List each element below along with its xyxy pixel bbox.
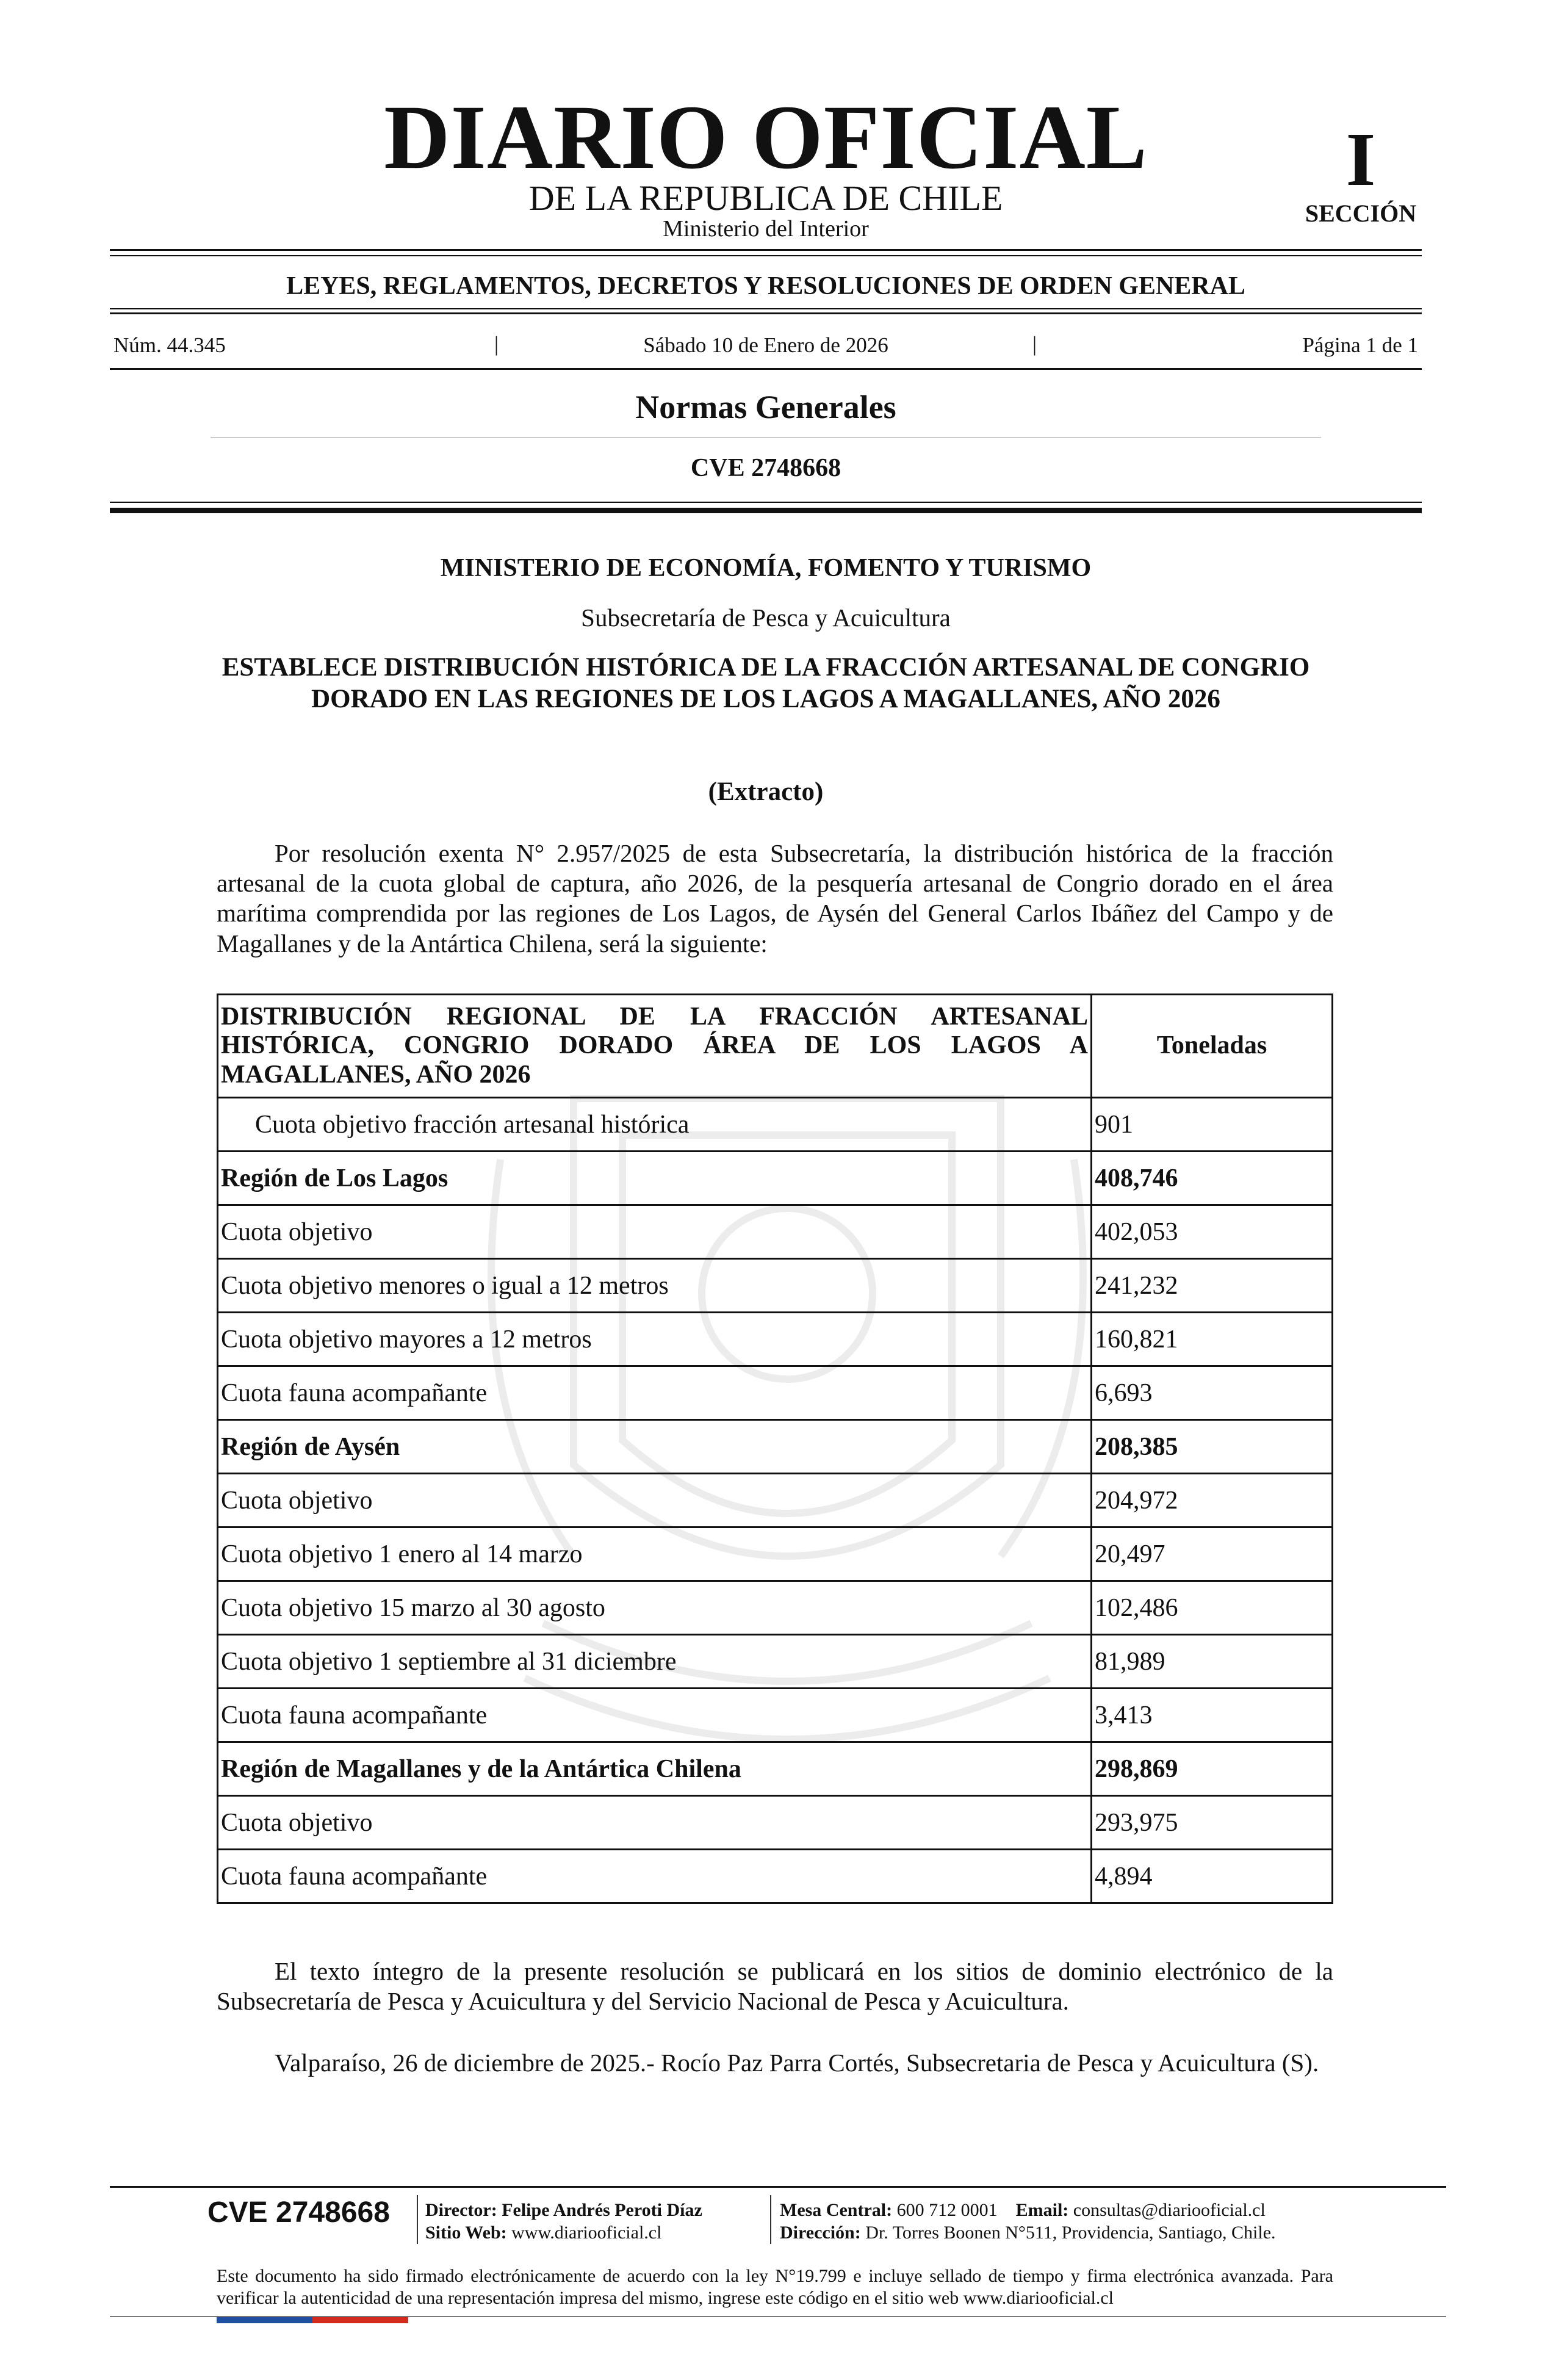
publication-paragraph: El texto íntegro de la presente resolución se publicará en los sitios de dominio electrónico de la Subsecretaría de Pesca y Acuicultura y del Servicio Nacional de Pesca y Acuicultura.	[217, 1957, 1333, 2016]
row-value: 402,053	[1092, 1205, 1333, 1259]
extract-label: (Extracto)	[708, 777, 824, 806]
masthead-ministry: Ministerio del Interior	[663, 216, 869, 242]
row-value: 160,821	[1092, 1313, 1333, 1366]
table-row	[218, 1259, 1333, 1313]
issuing-subsecretaria: Subsecretaría de Pesca y Acuicultura	[581, 604, 951, 632]
row-label: Región de Los Lagos	[218, 1152, 1092, 1205]
section-number: I	[1345, 118, 1376, 202]
masthead-divider-top	[110, 249, 1422, 251]
category-divider-thin	[110, 308, 1422, 309]
row-value: 208,385	[1092, 1420, 1333, 1474]
table-row	[218, 1796, 1333, 1850]
heading-underline	[211, 437, 1321, 438]
row-label: Cuota objetivo 1 septiembre al 31 diciembre	[218, 1635, 1092, 1689]
masthead-title: DIARIO OFICIAL	[384, 87, 1148, 188]
table-row	[218, 1581, 1333, 1635]
row-value: 81,989	[1092, 1635, 1333, 1689]
address-label: Dirección:	[780, 2222, 861, 2243]
row-value: 20,497	[1092, 1527, 1333, 1581]
row-label: Región de Aysén	[218, 1420, 1092, 1474]
address-text: Dr. Torres Boonen N°511, Providencia, Santiago, Chile.	[865, 2222, 1276, 2243]
footer-divider	[110, 2186, 1446, 2188]
table-row	[218, 1205, 1333, 1259]
footer-column-divider	[417, 2195, 418, 2244]
table-row	[218, 1098, 1333, 1152]
row-label: Cuota objetivo 1 enero al 14 marzo	[218, 1527, 1092, 1581]
email-link[interactable]: consultas@diariooficial.cl	[1073, 2200, 1266, 2220]
row-label: Cuota fauna acompañante	[218, 1850, 1092, 1903]
intro-paragraph: Por resolución exenta N° 2.957/2025 de esta Subsecretaría, la distribución histórica de la fracción artesanal de la cuota global de captura, año 2026, de la pesquería artesanal de Congrio dorado en el área marítima comprendida por las regiones de Los Lagos, de Aysén del General Carlos Ibáñez del Campo y de Magallanes y de la Antártica Chilena, será la siguiente:	[217, 839, 1333, 957]
signature-paragraph: Valparaíso, 26 de diciembre de 2025.- Rocío Paz Parra Cortés, Subsecretaria de Pesca y Acuicultura (S).	[275, 2049, 1319, 2077]
row-label: Cuota objetivo menores o igual a 12 metros	[218, 1259, 1092, 1313]
email-label: Email:	[1015, 2200, 1069, 2220]
row-label: Cuota objetivo	[218, 1474, 1092, 1527]
table-row	[218, 1635, 1333, 1689]
row-label: Cuota objetivo fracción artesanal histórica	[218, 1098, 1092, 1152]
page-indicator: Página 1 de 1	[1302, 333, 1418, 357]
document-title: ESTABLECE DISTRIBUCIÓN HISTÓRICA DE LA FRACCIÓN ARTESANAL DE CONGRIO DORADO EN LAS REGIONES DE LOS LAGOS A MAGALLANES, AÑO 2026	[222, 653, 1310, 713]
footer-cve-code: CVE 2748668	[207, 2196, 390, 2229]
masthead-subtitle: DE LA REPUBLICA DE CHILE	[528, 178, 1003, 218]
row-label: Cuota objetivo mayores a 12 metros	[218, 1313, 1092, 1366]
issue-number: Núm. 44.345	[113, 333, 226, 357]
row-value: 901	[1092, 1098, 1333, 1152]
table-row-region	[218, 1152, 1333, 1205]
row-label: Región de Magallanes y de la Antártica Chilena	[218, 1742, 1092, 1796]
table-row	[218, 1850, 1333, 1903]
footer-contact-block	[780, 2199, 1276, 2244]
row-value: 204,972	[1092, 1474, 1333, 1527]
row-value: 241,232	[1092, 1259, 1333, 1313]
table-row-region	[218, 1742, 1333, 1796]
phone-number: 600 712 0001	[896, 2200, 998, 2220]
row-value: 298,869	[1092, 1742, 1333, 1796]
table-row	[218, 1689, 1333, 1742]
row-label: Cuota objetivo	[218, 1205, 1092, 1259]
footer-column-divider	[770, 2195, 771, 2244]
distribution-table	[217, 993, 1333, 1904]
section-label: SECCIÓN	[1305, 200, 1417, 227]
cve-divider	[110, 508, 1422, 513]
row-label: Cuota objetivo 15 marzo al 30 agosto	[218, 1581, 1092, 1635]
row-label: Cuota fauna acompañante	[218, 1689, 1092, 1742]
table-row	[218, 1313, 1333, 1366]
director-label: Director:	[425, 2200, 497, 2220]
table-header-unit: Toneladas	[1092, 995, 1333, 1098]
issue-date: Sábado 10 de Enero de 2026	[643, 333, 888, 357]
phone-label: Mesa Central:	[780, 2200, 893, 2220]
publication-category: LEYES, REGLAMENTOS, DECRETOS Y RESOLUCIONES DE ORDEN GENERAL	[286, 272, 1245, 300]
section-heading: Normas Generales	[635, 389, 896, 425]
director-name: Felipe Andrés Peroti Díaz	[502, 2200, 702, 2220]
table-row	[218, 1527, 1333, 1581]
row-value: 102,486	[1092, 1581, 1333, 1635]
website-label: Sitio Web:	[425, 2222, 507, 2243]
cve-code: CVE 2748668	[690, 454, 841, 482]
cve-divider-thin	[110, 502, 1422, 503]
table-header-label: DISTRIBUCIÓN REGIONAL DE LA FRACCIÓN ARTESANAL HISTÓRICA, CONGRIO DORADO ÁREA DE LOS LAGOS A MAGALLANES, AÑO 2026	[218, 995, 1092, 1098]
table-row	[218, 1366, 1333, 1420]
table-row	[218, 1474, 1333, 1527]
category-divider	[110, 312, 1422, 314]
meta-separator: |	[1032, 332, 1037, 356]
row-value: 4,894	[1092, 1850, 1333, 1903]
issuing-ministry: MINISTERIO DE ECONOMÍA, FOMENTO Y TURISMO	[440, 554, 1092, 582]
flag-stripe-blue	[217, 2317, 312, 2323]
row-value: 3,413	[1092, 1689, 1333, 1742]
meta-divider	[110, 368, 1422, 370]
row-value: 408,746	[1092, 1152, 1333, 1205]
row-label: Cuota fauna acompañante	[218, 1366, 1092, 1420]
row-label: Cuota objetivo	[218, 1796, 1092, 1850]
meta-separator: |	[494, 332, 499, 356]
website-link[interactable]: www.diariooficial.cl	[511, 2222, 662, 2243]
footer-director-block	[425, 2199, 702, 2244]
flag-stripe-red	[312, 2317, 408, 2323]
electronic-signature-note: Este documento ha sido firmado electrónicamente de acuerdo con la ley N°19.799 e incluye sellado de tiempo y firma electrónica avanzada. Para verificar la autenticidad de una representación impresa del mismo, ingrese este código en el sitio web www.diariooficial.cl	[217, 2266, 1333, 2308]
row-value: 293,975	[1092, 1796, 1333, 1850]
table-row-region	[218, 1420, 1333, 1474]
masthead-divider-top-thin	[110, 255, 1422, 256]
table-header-row	[218, 995, 1333, 1098]
row-value: 6,693	[1092, 1366, 1333, 1420]
